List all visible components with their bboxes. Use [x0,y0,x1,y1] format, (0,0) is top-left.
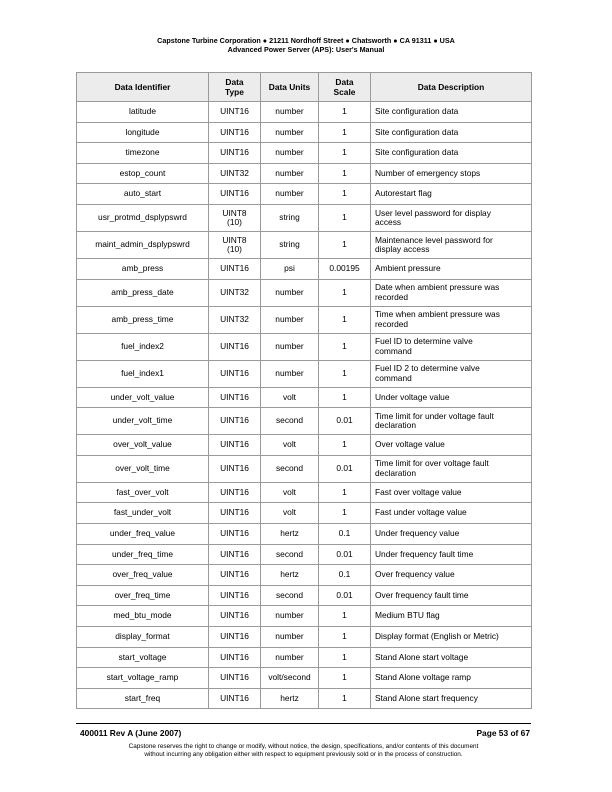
cell-description-line2: command [375,345,412,356]
cell-scale: 1 [319,143,371,164]
cell-description [371,626,532,647]
cell-units: number [261,606,319,627]
cell-identifier: usr_protmd_dsplypswrd [77,204,209,231]
table-row [77,688,532,709]
cell-scale: 1 [319,102,371,123]
cell-scale: 1 [319,204,371,231]
cell-description-line1: Fast under voltage value [375,507,467,518]
col-header-scale-line2: Scale [333,87,356,97]
cell-scale: 1 [319,122,371,143]
cell-description-line1: Under frequency fault time [375,548,474,559]
cell-description-line1: Stand Alone start voltage [375,651,469,662]
cell-identifier: under_volt_value [77,387,209,408]
cell-units: volt [261,387,319,408]
cell-description-line1: Fuel ID 2 to determine valve [375,363,480,374]
cell-scale: 1 [319,360,371,387]
cell-description-line2: access [375,216,402,227]
cell-units: string [261,204,319,231]
cell-units: hertz [261,523,319,544]
table-row [77,258,532,279]
cell-type [209,122,261,143]
cell-type-line1: UINT16 [220,415,249,426]
cell-scale: 1 [319,688,371,709]
cell-scale: 1 [319,668,371,689]
cell-description [371,455,532,482]
cell-scale: 1 [319,647,371,668]
cell-scale: 1 [319,606,371,627]
cell-identifier: fuel_index2 [77,333,209,360]
document-id: 400011 Rev A (June 2007) [80,728,182,738]
cell-identifier: display_format [77,626,209,647]
cell-identifier: maint_admin_dsplypswrd [77,231,209,258]
cell-identifier: longitude [77,122,209,143]
cell-scale: 0.1 [319,523,371,544]
table-row [77,503,532,524]
cell-type-line1: UINT16 [220,126,249,137]
cell-type-line1: UINT16 [220,463,249,474]
cell-description-line1: Stand Alone voltage ramp [375,672,471,683]
cell-scale: 0.01 [319,544,371,565]
cell-type [209,204,261,231]
cell-units: string [261,231,319,258]
cell-description-line2: recorded [375,318,409,329]
table-row [77,360,532,387]
cell-type-line1: UINT16 [220,147,249,158]
cell-type [209,231,261,258]
cell-type [209,387,261,408]
cell-type-line1: UINT16 [220,569,249,580]
cell-units: number [261,163,319,184]
cell-identifier: fast_over_volt [77,482,209,503]
col-header-units: Data Units [261,73,319,102]
cell-description-line1: Fast over voltage value [375,486,462,497]
header-manual-title: Advanced Power Server (APS): User's Manual [227,45,385,54]
cell-description [371,204,532,231]
table-row [77,204,532,231]
cell-units: volt/second [261,668,319,689]
cell-description [371,333,532,360]
table-row [77,143,532,164]
cell-type-line2: (10) [227,243,242,254]
cell-type [209,544,261,565]
cell-type-line2: (10) [227,216,242,227]
cell-description [371,258,532,279]
cell-scale: 1 [319,387,371,408]
cell-type-line1: UINT16 [220,548,249,559]
cell-description-line1: Under frequency value [375,528,460,539]
cell-units: number [261,184,319,205]
table-row [77,122,532,143]
col-header-type [209,73,261,102]
cell-description-line2: recorded [375,291,409,302]
cell-type [209,143,261,164]
table-header-row [77,73,532,102]
cell-type [209,333,261,360]
cell-identifier: under_freq_value [77,523,209,544]
cell-description-line1: Number of emergency stops [375,167,481,178]
cell-type [209,503,261,524]
cell-units: number [261,306,319,333]
cell-identifier: over_volt_time [77,455,209,482]
cell-identifier: amb_press [77,258,209,279]
cell-units: volt [261,435,319,456]
cell-description-line1: Time when ambient pressure was [375,309,500,320]
cell-units: volt [261,503,319,524]
cell-description-line1: Fuel ID to determine valve [375,336,473,347]
cell-type-line1: UINT16 [220,391,249,402]
cell-identifier: fast_under_volt [77,503,209,524]
cell-type-line1: UINT16 [220,507,249,518]
page-number: Page 53 of 67 [476,728,530,738]
cell-type-line1: UINT16 [220,188,249,199]
cell-identifier: start_voltage [77,647,209,668]
table-row [77,387,532,408]
cell-description [371,647,532,668]
cell-description-line2: display access [375,243,430,254]
cell-description-line2: declaration [375,467,416,478]
table-row [77,606,532,627]
cell-identifier: under_volt_time [77,408,209,435]
cell-description-line1: Under voltage value [375,391,450,402]
cell-type-line1: UINT16 [220,106,249,117]
cell-units: second [261,455,319,482]
cell-scale: 1 [319,231,371,258]
cell-type-line1: UINT16 [220,672,249,683]
cell-description [371,668,532,689]
cell-description-line1: Autorestart flag [375,188,432,199]
cell-type [209,163,261,184]
cell-description [371,482,532,503]
cell-identifier: start_voltage_ramp [77,668,209,689]
cell-type-line1: UINT16 [220,486,249,497]
cell-scale: 1 [319,626,371,647]
cell-description [371,565,532,586]
disclaimer-line-1: Capstone reserves the right to change or modify, without notice, the design, specifications, and/or contents of this document [128,743,479,750]
cell-units: second [261,544,319,565]
table-row [77,585,532,606]
cell-type [209,360,261,387]
cell-identifier: auto_start [77,184,209,205]
col-header-scale-line1: Data [335,77,354,87]
cell-scale: 1 [319,184,371,205]
table-row [77,408,532,435]
table-row [77,163,532,184]
cell-type-line1: UINT16 [220,367,249,378]
footer-divider [76,723,531,724]
cell-description [371,408,532,435]
col-header-type-line1: Data [225,77,244,87]
table-row [77,231,532,258]
cell-type-line1: UINT8 [222,207,247,218]
cell-type [209,184,261,205]
table-row [77,435,532,456]
table-body [77,102,532,709]
cell-units: number [261,143,319,164]
cell-scale: 0.01 [319,455,371,482]
cell-description [371,163,532,184]
cell-description [371,360,532,387]
cell-identifier: fuel_index1 [77,360,209,387]
cell-type-line1: UINT16 [220,631,249,641]
cell-description-line1: Time limit for under voltage fault [375,410,494,421]
cell-units: second [261,585,319,606]
data-table [76,72,532,709]
cell-description [371,544,532,565]
cell-type [209,455,261,482]
cell-units: number [261,360,319,387]
cell-description-line1: Date when ambient pressure was [375,282,500,293]
table-row [77,455,532,482]
cell-units: second [261,408,319,435]
cell-description [371,606,532,627]
cell-type-line1: UINT32 [220,286,249,297]
cell-description [371,435,532,456]
cell-description-line1: Ambient pressure [375,263,441,274]
col-header-identifier: Data Identifier [77,73,209,102]
cell-type [209,626,261,647]
cell-description-line1: Time limit for over voltage fault [375,458,489,469]
cell-description-line1: Medium BTU flag [375,610,440,621]
cell-scale: 1 [319,482,371,503]
cell-description-line1: Stand Alone start frequency [375,692,478,703]
cell-description-line1: Site configuration data [375,147,459,158]
cell-type [209,565,261,586]
cell-identifier: estop_count [77,163,209,184]
cell-description [371,523,532,544]
cell-identifier: latitude [77,102,209,123]
cell-units: number [261,102,319,123]
table-row [77,565,532,586]
cell-scale: 1 [319,503,371,524]
cell-units: volt [261,482,319,503]
cell-type [209,647,261,668]
table-row [77,184,532,205]
footer-disclaimer [76,743,531,759]
cell-description-line1: Over frequency fault time [375,589,469,600]
cell-type-line1: UINT16 [220,439,249,450]
cell-units: number [261,626,319,647]
cell-type-line1: UINT16 [220,651,249,662]
cell-units: number [261,333,319,360]
cell-units: number [261,647,319,668]
cell-type-line1: UINT32 [220,167,249,178]
cell-description-line2: declaration [375,420,416,431]
table-row [77,333,532,360]
cell-description-line1: Site configuration data [375,106,459,117]
cell-description [371,184,532,205]
cell-scale: 1 [319,163,371,184]
cell-type [209,258,261,279]
cell-identifier: over_volt_value [77,435,209,456]
cell-description [371,387,532,408]
cell-type-line1: UINT16 [220,263,249,274]
cell-type-line1: UINT16 [220,589,249,600]
cell-description [371,143,532,164]
cell-identifier: over_freq_time [77,585,209,606]
cell-description [371,585,532,606]
cell-description [371,122,532,143]
cell-description [371,102,532,123]
cell-type-line1: UINT16 [220,340,249,351]
cell-type [209,408,261,435]
cell-description [371,688,532,709]
cell-description-line1: User level password for display [375,207,491,218]
cell-scale: 1 [319,306,371,333]
cell-type [209,102,261,123]
cell-units: hertz [261,688,319,709]
table-row [77,626,532,647]
page-header [0,36,612,54]
table-row [77,544,532,565]
cell-units: number [261,122,319,143]
col-header-description: Data Description [371,73,532,102]
cell-description [371,231,532,258]
cell-identifier: start_freq [77,688,209,709]
cell-type-line1: UINT16 [220,610,249,621]
cell-units: hertz [261,565,319,586]
cell-type [209,435,261,456]
cell-description-line1: Site configuration data [375,126,459,137]
cell-identifier: amb_press_time [77,306,209,333]
cell-scale: 1 [319,333,371,360]
cell-identifier: amb_press_date [77,279,209,306]
cell-type [209,523,261,544]
cell-scale: 0.00195 [319,258,371,279]
cell-description [371,306,532,333]
table-row [77,668,532,689]
col-header-scale [319,73,371,102]
table-row [77,482,532,503]
cell-type [209,688,261,709]
cell-units: number [261,279,319,306]
table-row [77,647,532,668]
cell-description-line2: command [375,372,412,383]
cell-type-line1: UINT8 [222,234,247,245]
cell-description-line1: Maintenance level password for [375,234,493,245]
cell-scale: 0.01 [319,585,371,606]
table-row [77,523,532,544]
cell-identifier: med_btu_mode [77,606,209,627]
cell-type [209,668,261,689]
table-row [77,279,532,306]
cell-description [371,503,532,524]
disclaimer-line-2: without incurring any obligation either with respect to equipment previously sold or in the process of construction. [144,751,463,758]
table-row [77,102,532,123]
cell-description-line1: Display format (English or Metric) [375,631,499,641]
cell-scale: 1 [319,279,371,306]
cell-description-line1: Over voltage value [375,439,445,450]
cell-type-line1: UINT32 [220,313,249,324]
cell-scale: 1 [319,435,371,456]
cell-description-line1: Over frequency value [375,569,455,580]
cell-identifier: over_freq_value [77,565,209,586]
cell-scale: 0.01 [319,408,371,435]
cell-type [209,482,261,503]
cell-identifier: under_freq_time [77,544,209,565]
cell-description [371,279,532,306]
cell-type [209,306,261,333]
cell-type-line1: UINT16 [220,528,249,539]
cell-scale: 0.1 [319,565,371,586]
cell-units: psi [261,258,319,279]
header-company-line: Capstone Turbine Corporation ● 21211 Nordhoff Street ● Chatsworth ● CA 91311 ● USA [157,36,455,45]
cell-type [209,279,261,306]
cell-type [209,606,261,627]
cell-type [209,585,261,606]
col-header-type-line2: Type [225,87,244,97]
table-row [77,306,532,333]
cell-type-line1: UINT16 [220,692,249,703]
cell-identifier: timezone [77,143,209,164]
